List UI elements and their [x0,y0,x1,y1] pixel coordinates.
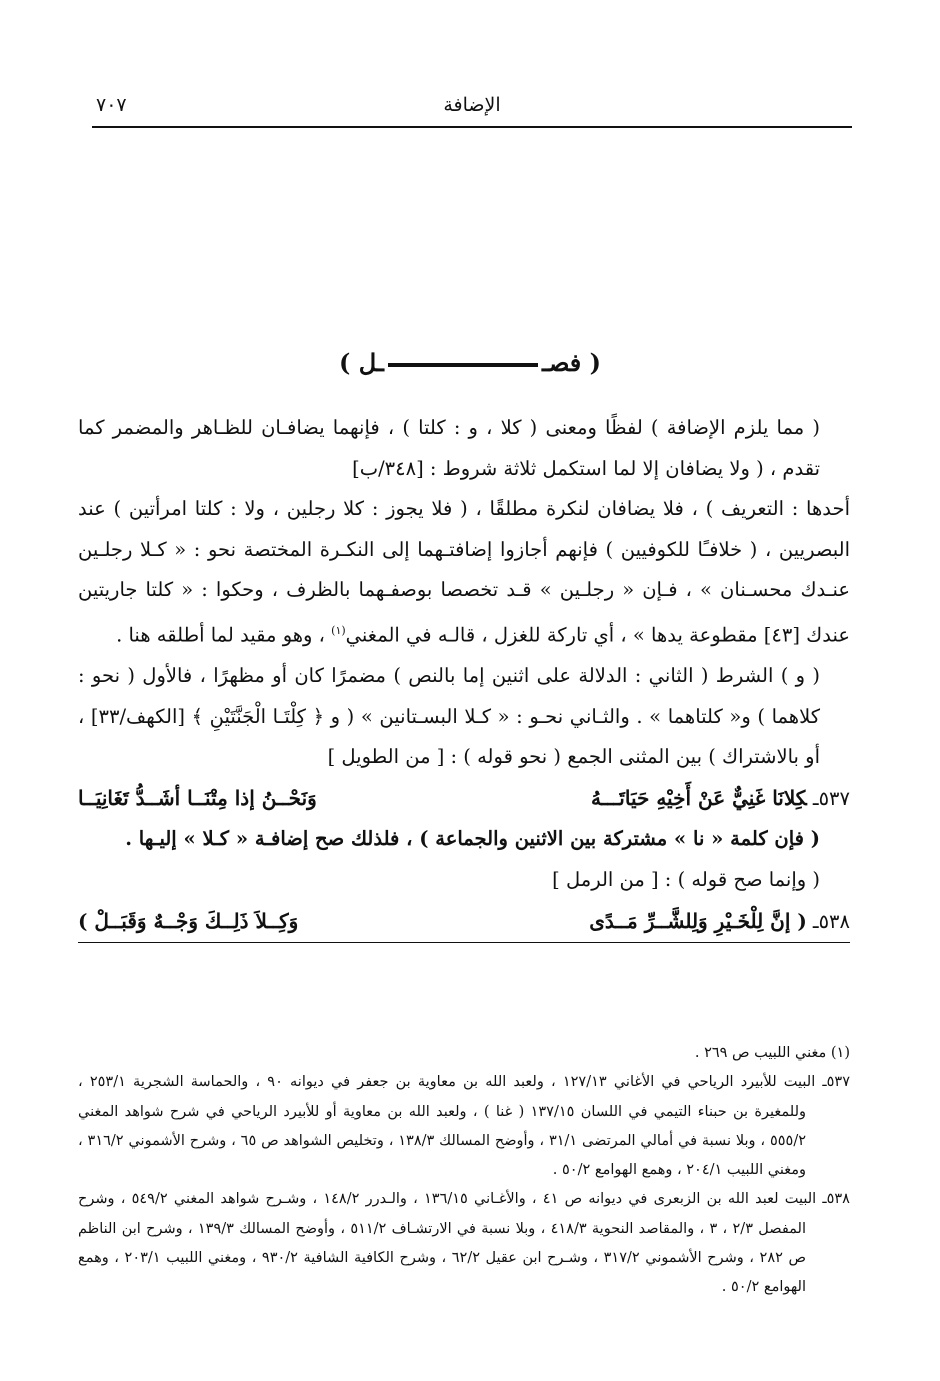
heading-close-paren: ) [339,348,351,377]
paragraph-3: ( و ) الشرط ( الثاني : الدلالة على اثنين إما بالنص ) مضمرًا كان أو مظهرًا ، فالأول ( نحو : كلاهما ) و« كلتاهما » . والثـاني نحـو : « كـلا البسـتانين » ( و ﴿ كِلْتَـا الْجَنَّتَيْنِ ﴾ [الكهف/٣٣] ، أو بالاشتراك ) بين المثنى الجمع ( نحو قوله ) : [ من الطويل ] [78,664,820,769]
page-number: ٧٠٧ [96,94,127,116]
paragraph-1: ( مما يلزم الإضافة ) لفظًا ومعنى ( كلا ، و : كلتا ) ، فإنهما يضافـان للظـاهر والمضمر كما تقدم ، ( ولا يضافان إلا لما استكمل ثلاثة شروط : [٣٤٨/ب] [78,416,820,480]
running-header [92,92,852,128]
paragraph-5: ( وإنما صح قوله ) : [ من الرمل ] [552,868,820,892]
chapter-title: الإضافة [443,94,501,116]
paragraph-2-tail: ، وهو مقيد لما أطلقه هنا . [116,623,332,647]
paragraph-2 [78,489,850,656]
verse-second-hemistich: وَكِــلاَ ذَلِــكَ وَجْــهٌ وَقَبَــلْ ) [78,908,299,933]
verse-first-hemistich: ( إنَّ لِلْخَـيْرِ وَلِلشَّــرِّ مَــدًى [589,908,807,933]
main-text [78,408,850,943]
footnote-ref: (١) [331,623,346,637]
heading-word: فصـ [541,348,582,377]
heading-open-paren: ( [589,348,601,377]
verse-number: ٥٣٨ـ [812,909,850,933]
footnote-537: ٥٣٧ـ البيت للأبيرد الرياحي في الأغاني ١٢٧/١٣ ، ولعبد الله بن معاوية بن جعفر في ديوانه ٩٠ ، والحماسة الشجرية ٢٥٣/١ ، وللمغيرة بن حبناء التيمي في اللسان ١٣٧/١٥ ( غنا ) ، ولعبد الله بن معاوية أو للأبيرد الرياحي في شرح شواهد المغني ٥٥٥/٢ ، وبلا نسبة في أمالي المرتضى ٣١/١ ، وأوضح المسالك ١٣٨/٣ ، وتخليص الشواهد ص ٦٥ ، وشرح الأشموني ٣١٦/٢ ، ومغني اللبيب ٢٠٤/١ ، وهمع الهوامع ٥٠/٢ . [78,1074,851,1179]
heading-kashida-bar [388,363,538,367]
footnotes [78,1039,850,1303]
section-heading [270,348,670,377]
paragraph-2-text: أحدها : التعريف ) ، فلا يضافان لنكرة مطلقًا ، ( فلا يجوز : كلا رجلين ، ولا : كلتا امرأتين ) عند البصريين ، ( خلافـًا للكوفيين ) فإنهم أجازوا إضافتـهما إلى النكـرة المختصة نحو : « كـلا رجلـين عنـدك محسـنان » ، فـإن « رجلـين » قـد تخصصا بوصفـهما بالظرف ، وحكوا : « كلتا جاريتين عندك [٤٣] مقطوعة يدها » ، أي تاركة للغزل ، قالـه في المغني [78,497,850,647]
verse-538 [78,901,850,944]
heading-end-letter: ـل [358,348,384,377]
verse-second-hemistich: وَنَحْــنُ إذا مِتْنَــا أشَــدُّ تَغَانِيَــا [78,785,317,810]
footnote-538: ٥٣٨ـ البيت لعبد الله بن الزبعرى في ديوانه ص ٤١ ، والأغـاني ١٣٦/١٥ ، والـدرر ١٤٨/٢ ، وشـرح شواهد المغني ٥٤٩/٢ ، وشرح المفصل ٢/٣ ، ٣ ، والمقاصد النحوية ٤١٨/٣ ، وبلا نسبة في الارتشـاف ٥١١/٢ ، وأوضح المسالك ١٣٩/٣ ، وشرح ابن الناظم ص ٢٨٢ ، وشرح الأشموني ٣١٧/٢ ، وشـرح ابن عقيل ٦٢/٢ ، وشرح الكافية الشافية ٩٣٠/٢ ، ومغني اللبيب ٢٠٣/١ ، وهمع الهوامع ٥٠/٢ . [78,1191,850,1296]
footnote-1: (١) مغني اللبيب ص ٢٦٩ . [694,1045,850,1061]
paragraph-4: ( فإن كلمة « نا » مشتركة بين الاثنين والجماعة ) ، فلذلك صح إضافـة « كـلا » إليـها . [125,827,820,851]
verse-537 [78,778,850,820]
verse-first-hemistich: كِلانَا غَنِيٌّ عَنْ أَخِيْهِ حَيَاتَـــهُ [591,785,807,810]
verse-number: ٥٣٧ـ [812,786,850,810]
